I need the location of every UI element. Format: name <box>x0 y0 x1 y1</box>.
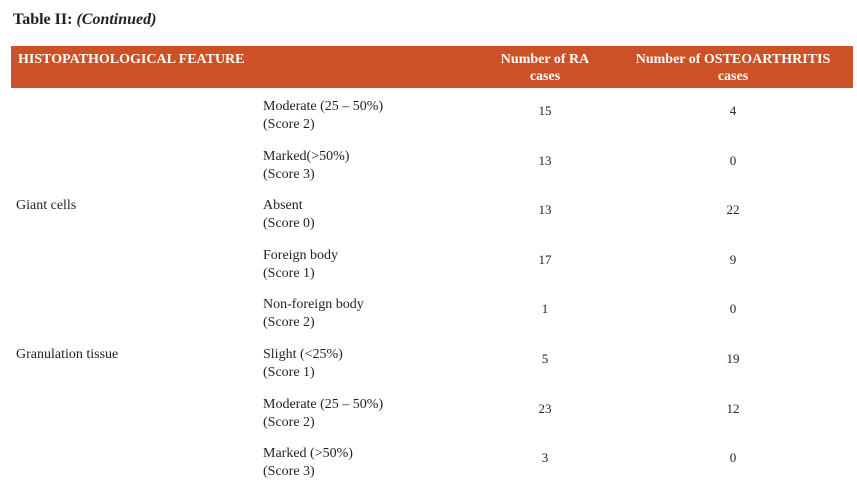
header-oa <box>619 51 847 85</box>
grade-cell <box>263 98 383 134</box>
ra-count-cell: 5 <box>541 350 549 366</box>
table-body <box>11 94 853 491</box>
ra-count-cell: 13 <box>538 202 552 218</box>
header-oa-line2: cases <box>717 69 749 84</box>
grade-score: (Score 0) <box>263 216 315 232</box>
table-row <box>11 144 853 194</box>
ra-count-cell: 1 <box>541 301 549 317</box>
oa-count-cell: 4 <box>729 103 737 118</box>
grade-score: (Score 2) <box>263 315 315 331</box>
grade-cell <box>263 247 338 283</box>
ra-count-cell: 3 <box>541 450 549 466</box>
oa-count-cell: 12 <box>726 400 740 416</box>
caption-label: Table II: <box>13 11 73 28</box>
grade-cell <box>263 445 353 481</box>
oa-count-cell: 9 <box>729 251 737 267</box>
table-row <box>11 441 853 491</box>
grade-cell <box>263 346 343 382</box>
grade-score: (Score 1) <box>263 265 315 281</box>
grade-score: (Score 3) <box>263 464 315 480</box>
feature-cell: Giant cells <box>16 198 77 214</box>
grade-score: (Score 2) <box>263 117 315 132</box>
oa-count-cell: 19 <box>726 350 740 366</box>
header-feature: HISTOPATHOLOGICAL FEATURE <box>18 52 245 67</box>
grade-score: (Score 1) <box>263 364 315 380</box>
table-caption <box>13 11 156 29</box>
grade-cell <box>263 197 315 233</box>
grade-score: (Score 2) <box>263 414 315 430</box>
table-row <box>11 193 853 243</box>
grade-label: Moderate (25 – 50%) <box>263 99 384 114</box>
grade-label: Moderate (25 – 50%) <box>263 396 384 412</box>
grade-label: Slight (<25%) <box>263 346 343 362</box>
grade-label: Marked (>50%) <box>263 446 353 462</box>
table-row <box>11 342 853 392</box>
oa-count-cell: 0 <box>729 301 737 317</box>
header-ra-line2: cases <box>529 69 561 84</box>
oa-count-cell: 0 <box>729 152 737 168</box>
grade-label: Marked(>50%) <box>263 148 350 164</box>
grade-cell <box>263 296 364 332</box>
oa-count-cell: 0 <box>729 450 737 466</box>
grade-cell <box>263 148 349 184</box>
ra-count-cell: 15 <box>538 103 552 118</box>
grade-cell <box>263 396 383 432</box>
table-row <box>11 94 853 144</box>
grade-label: Non-foreign body <box>263 297 364 313</box>
header-ra <box>491 51 599 85</box>
table-header <box>11 46 853 88</box>
grade-label: Foreign body <box>263 247 339 263</box>
table-row <box>11 392 853 442</box>
ra-count-cell: 13 <box>538 152 552 168</box>
oa-count-cell: 22 <box>726 202 740 218</box>
caption-continued: (Continued) <box>76 11 157 28</box>
grade-label: Absent <box>263 198 303 214</box>
table-row <box>11 292 853 342</box>
feature-cell: Granulation tissue <box>16 346 119 362</box>
header-oa-line1: Number of OSTEOARTHRITIS <box>635 52 831 67</box>
ra-count-cell: 23 <box>538 400 552 416</box>
header-ra-line1: Number of RA <box>500 52 590 67</box>
ra-count-cell: 17 <box>538 251 552 267</box>
grade-score: (Score 3) <box>263 166 315 182</box>
table-row <box>11 243 853 293</box>
